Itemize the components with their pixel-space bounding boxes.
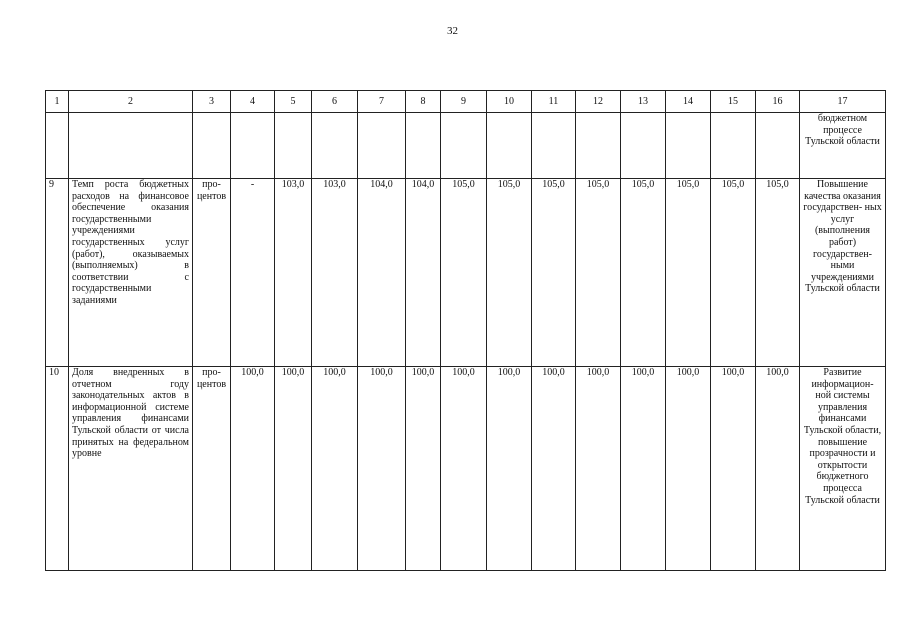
value-cell: 105,0: [756, 179, 800, 367]
column-header: 6: [312, 91, 358, 113]
value-cell: [487, 113, 532, 179]
value-cell: 103,0: [312, 179, 358, 367]
column-header: 13: [621, 91, 666, 113]
value-cell: [756, 113, 800, 179]
column-header: 17: [800, 91, 886, 113]
column-header: 10: [487, 91, 532, 113]
value-cell: -: [231, 179, 275, 367]
table-row: [46, 113, 886, 179]
value-cell: [275, 113, 312, 179]
column-header: 5: [275, 91, 312, 113]
value-cell: [532, 113, 576, 179]
column-header: 11: [532, 91, 576, 113]
value-cell: [621, 113, 666, 179]
value-cell: 105,0: [441, 179, 487, 367]
indicator-name: [69, 113, 193, 179]
column-header: 3: [193, 91, 231, 113]
value-cell: 100,0: [487, 367, 532, 571]
unit-cell: [193, 113, 231, 179]
value-cell: 105,0: [666, 179, 711, 367]
value-cell: 105,0: [711, 179, 756, 367]
goal-cell: Повышение качества оказания государствен- ных услуг (выполнения работ) государствен- ными учреждениями Тульской области: [800, 179, 886, 367]
value-cell: 100,0: [756, 367, 800, 571]
column-header: 4: [231, 91, 275, 113]
value-cell: [231, 113, 275, 179]
value-cell: 104,0: [406, 179, 441, 367]
row-number: 10: [46, 367, 69, 571]
indicator-name: Доля внедренных в отчетном году законодательных актов в информационной системе управления финансами Тульской области от числа принятых на федеральном уровне: [69, 367, 193, 571]
value-cell: 100,0: [711, 367, 756, 571]
table-row: [46, 179, 886, 367]
column-header: 2: [69, 91, 193, 113]
value-cell: 105,0: [621, 179, 666, 367]
value-cell: 100,0: [621, 367, 666, 571]
value-cell: 105,0: [532, 179, 576, 367]
indicators-table: [45, 90, 886, 571]
value-cell: [406, 113, 441, 179]
value-cell: [666, 113, 711, 179]
value-cell: 100,0: [275, 367, 312, 571]
column-header: 12: [576, 91, 621, 113]
page-number: 32: [447, 25, 458, 37]
value-cell: 105,0: [487, 179, 532, 367]
indicator-name: Темп роста бюджетных расходов на финансовое обеспечение оказания государственными учреждениями государственных услуг (работ), оказываемых (выполняемых) в соответствии с государственными заданиями: [69, 179, 193, 367]
unit-cell: про- центов: [193, 367, 231, 571]
goal-cell: Развитие информацион- ной системы управления финансами Тульской области, повышение прозрачности и открытости бюджетного процесса Тульской области: [800, 367, 886, 571]
value-cell: [312, 113, 358, 179]
value-cell: 100,0: [231, 367, 275, 571]
value-cell: 100,0: [358, 367, 406, 571]
value-cell: 103,0: [275, 179, 312, 367]
column-header: 9: [441, 91, 487, 113]
value-cell: 100,0: [666, 367, 711, 571]
column-header: 15: [711, 91, 756, 113]
value-cell: [441, 113, 487, 179]
goal-cell: бюджетном процессе Тульской области: [800, 113, 886, 179]
unit-cell: про- центов: [193, 179, 231, 367]
value-cell: [711, 113, 756, 179]
value-cell: 100,0: [312, 367, 358, 571]
header-row: [46, 91, 886, 113]
value-cell: 104,0: [358, 179, 406, 367]
row-number: 9: [46, 179, 69, 367]
value-cell: [576, 113, 621, 179]
column-header: 16: [756, 91, 800, 113]
column-header: 1: [46, 91, 69, 113]
column-header: 7: [358, 91, 406, 113]
column-header: 8: [406, 91, 441, 113]
value-cell: 100,0: [532, 367, 576, 571]
value-cell: 100,0: [406, 367, 441, 571]
table-row: [46, 367, 886, 571]
value-cell: [358, 113, 406, 179]
value-cell: 100,0: [576, 367, 621, 571]
value-cell: 105,0: [576, 179, 621, 367]
column-header: 14: [666, 91, 711, 113]
row-number: [46, 113, 69, 179]
value-cell: 100,0: [441, 367, 487, 571]
